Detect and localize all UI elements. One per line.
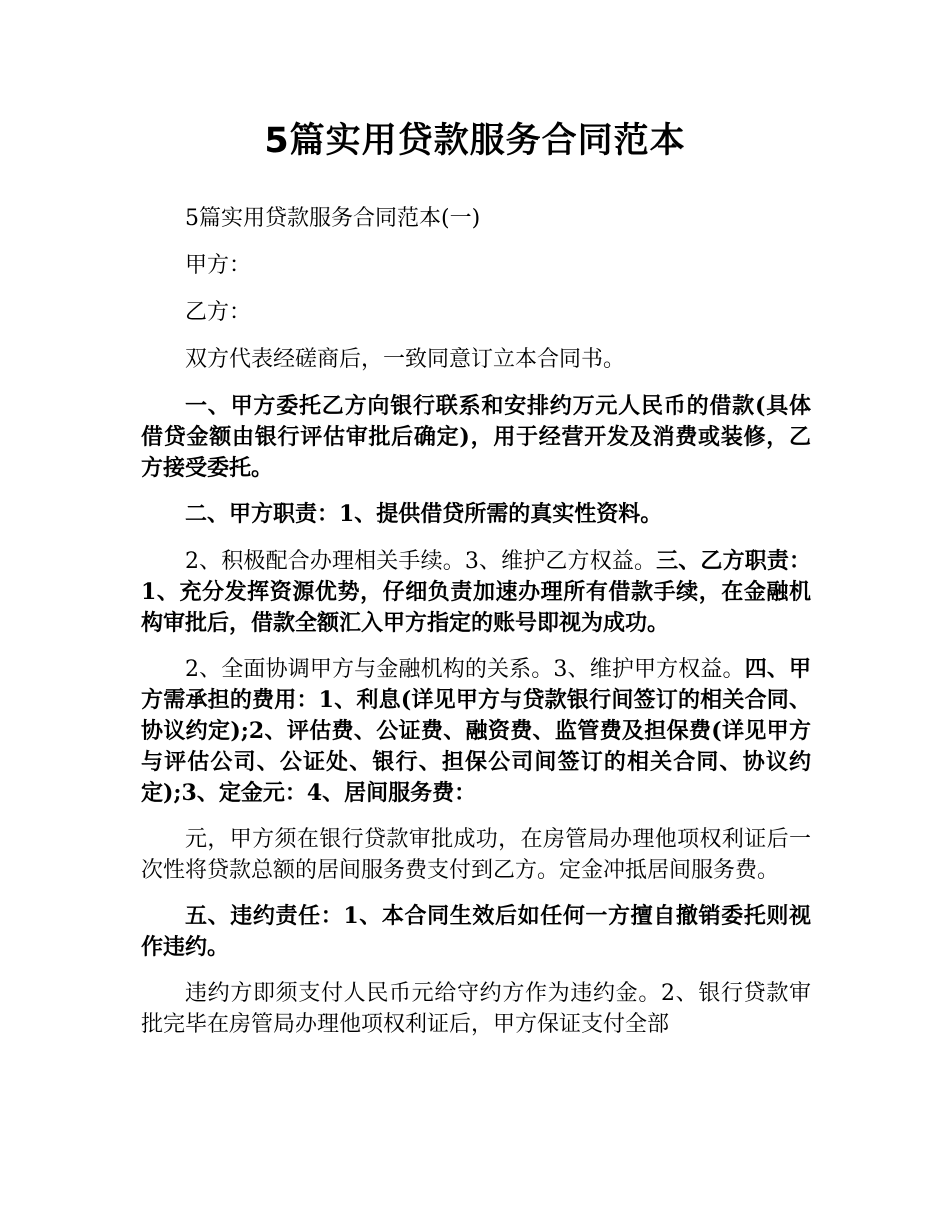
paragraph-text-bold: 四、甲方需承担的费用：1、利息(详见甲方与贷款银行间签订的相关合同、协议约定);2、评估费、公证费、融资费、监管费及担保费(详见甲方与评估公司、公证处、银行、担保公司间签订的相关合同、协议约定);3、定金元：4、居间服务费： bbox=[141, 656, 811, 806]
paragraph-text: 元，甲方须在银行贷款审批成功，在房管局办理他项权利证后一次性将贷款总额的居间服务费支付到乙方。定金冲抵居间服务费。 bbox=[141, 827, 811, 883]
clause-2-cont-clause-3 bbox=[141, 546, 811, 639]
section-heading bbox=[141, 203, 811, 234]
paragraph-text: 二、甲方职责：1、提供借贷所需的真实性资料。 bbox=[185, 501, 663, 527]
clause-3-cont-clause-4 bbox=[141, 654, 811, 809]
paragraph-text: 甲方： bbox=[185, 253, 252, 278]
paragraph-text: 双方代表经磋商后，一致同意订立本合同书。 bbox=[185, 347, 626, 372]
document-body bbox=[141, 203, 811, 1055]
agreement-intro bbox=[141, 344, 811, 375]
party-b-line bbox=[141, 297, 811, 328]
paragraph-text: 违约方即须支付人民币元给守约方作为违约金。2、银行贷款审批完毕在房管局办理他项权利证后，甲方保证支付全部 bbox=[141, 981, 811, 1037]
paragraph-text: 五、违约责任：1、本合同生效后如任何一方擅自撤销委托则视作违约。 bbox=[141, 903, 811, 960]
document-title: 5篇实用贷款服务合同范本 bbox=[264, 121, 686, 161]
clause-4-cont bbox=[141, 824, 811, 886]
clause-5-cont bbox=[141, 978, 811, 1040]
paragraph-text: 一、甲方委托乙方向银行联系和安排约万元人民币的借款(具体借贷金额由银行评估审批后确定)，用于经营开发及消费或装修，乙方接受委托。 bbox=[141, 393, 811, 481]
paragraph-text-bold: 三、乙方职责：1、充分发挥资源优势，仔细负责加速办理所有借款手续，在金融机构审批后，借款全额汇入甲方指定的账号即视为成功。 bbox=[141, 548, 811, 636]
paragraph-text: 2、积极配合办理相关手续。3、维护乙方权益。 bbox=[185, 549, 657, 574]
paragraph-text: 乙方： bbox=[185, 300, 252, 325]
clause-5 bbox=[141, 901, 811, 963]
clause-2 bbox=[141, 499, 811, 530]
clause-1 bbox=[141, 391, 811, 484]
paragraph-text: 2、全面协调甲方与金融机构的关系。3、维护甲方权益。 bbox=[185, 657, 745, 682]
paragraph-text: 5篇实用贷款服务合同范本(一) bbox=[185, 206, 481, 231]
party-a-line bbox=[141, 250, 811, 281]
